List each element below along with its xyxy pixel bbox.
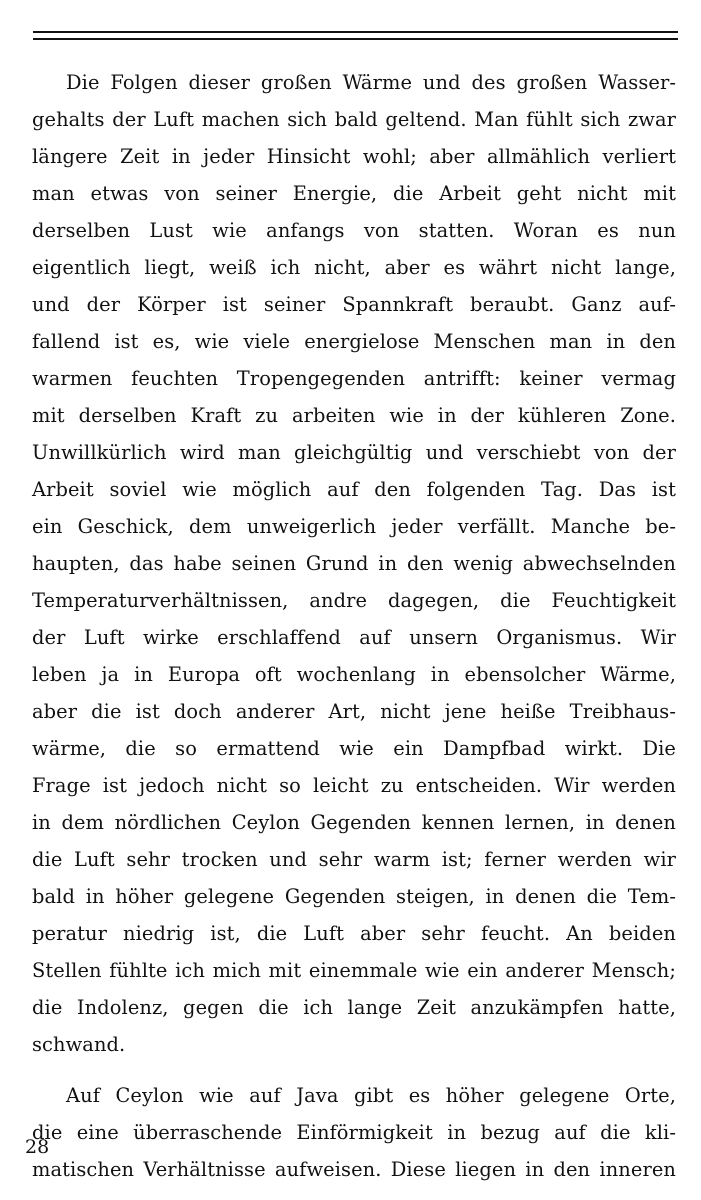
paragraph-gap [32, 1063, 676, 1077]
page-body-text [32, 64, 676, 1188]
text-line: eigentlich liegt, weiß ich nicht, aber es währt nicht lange, [32, 256, 676, 279]
text-line: haupten, das habe seinen Grund in den wenig abwechselnden [32, 552, 676, 575]
text-line: gehalts der Luft machen sich bald geltend. Man fühlt sich zwar [32, 108, 676, 131]
text-line: Arbeit soviel wie möglich auf den folgenden Tag. Das ist [32, 478, 676, 501]
text-line: mit derselben Kraft zu arbeiten wie in der kühleren Zone. [32, 404, 676, 427]
text-line: der Luft wirke erschlaffend auf unsern Organismus. Wir [32, 626, 676, 649]
text-line: Unwillkürlich wird man gleichgültig und verschiebt von der [32, 441, 676, 464]
text-line: die Indolenz, gegen die ich lange Zeit anzukämpfen hatte, [32, 996, 676, 1019]
header-rule-thin [33, 38, 678, 40]
text-line: schwand. [32, 1033, 126, 1056]
text-line: Frage ist jedoch nicht so leicht zu entscheiden. Wir werden [32, 774, 676, 797]
text-line: wärme, die so ermattend wie ein Dampfbad wirkt. Die [32, 737, 676, 760]
text-line: ein Geschick, dem unweigerlich jeder verfällt. Manche be- [32, 515, 676, 538]
text-line: in dem nördlichen Ceylon Gegenden kennen lernen, in denen [32, 811, 676, 834]
text-line: derselben Lust wie anfangs von statten. Woran es nun [32, 219, 676, 242]
text-line: bald in höher gelegene Gegenden steigen, in denen die Tem- [32, 885, 676, 908]
text-line: matischen Verhältnisse aufweisen. Diese liegen in den inneren [32, 1158, 676, 1181]
text-line: Die Folgen dieser großen Wärme und des großen Wasser- [66, 71, 676, 94]
text-line: man etwas von seiner Energie, die Arbeit geht nicht mit [32, 182, 676, 205]
text-line: die Luft sehr trocken und sehr warm ist; ferner werden wir [32, 848, 676, 871]
text-line: leben ja in Europa oft wochenlang in ebensolcher Wärme, [32, 663, 676, 686]
text-line: fallend ist es, wie viele energielose Menschen man in den [32, 330, 676, 353]
header-rule-thick [33, 31, 678, 33]
text-line: peratur niedrig ist, die Luft aber sehr feucht. An beiden [32, 922, 676, 945]
text-line: aber die ist doch anderer Art, nicht jene heiße Treibhaus- [32, 700, 676, 723]
text-line: warmen feuchten Tropengegenden antrifft: keiner vermag [32, 367, 676, 390]
page-number: 28 [25, 1136, 50, 1158]
text-line: Temperaturverhältnissen, andre dagegen, die Feuchtigkeit [32, 589, 676, 612]
text-line: die eine überraschende Einförmigkeit in bezug auf die kli- [32, 1121, 676, 1144]
text-line: längere Zeit in jeder Hinsicht wohl; aber allmählich verliert [32, 145, 676, 168]
text-line: Stellen fühlte ich mich mit einemmale wie ein anderer Mensch; [32, 959, 676, 982]
text-line: Auf Ceylon wie auf Java gibt es höher gelegene Orte, [66, 1084, 676, 1107]
text-line: und der Körper ist seiner Spannkraft beraubt. Ganz auf- [32, 293, 676, 316]
